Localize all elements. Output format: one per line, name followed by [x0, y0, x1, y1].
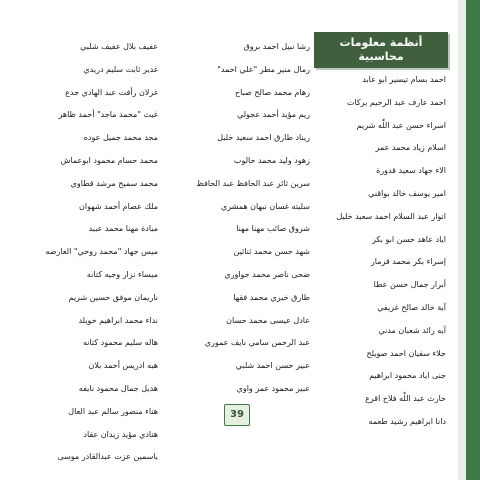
name-list-item: احمد بسام تيسير ابو عابد: [362, 75, 446, 84]
name-list-item: رشا نبيل احمد بروق: [243, 42, 310, 51]
name-list-item: جلاء سفيان احمد صويلح: [366, 348, 446, 358]
name-list-item: ملك عصام أحمد شهوان: [78, 201, 158, 211]
name-list-item: حارث عبد اللّٰه فلاح اقرع: [365, 394, 446, 404]
name-list-item: ناريمان موفق حسين شريم: [68, 292, 158, 302]
name-list-item: عبير محمود عمر واوي: [236, 383, 310, 393]
name-list-item: جنى اياد محمود ابراهيم: [369, 371, 446, 381]
name-list-item: اسلام زياد محمد عمر: [375, 143, 446, 153]
name-list-item: دانا ابراهيم رشيد طعمه: [368, 416, 446, 426]
name-list-item: هاله سليم محمود كتانه: [82, 338, 158, 348]
name-list-item: ميساء نزار وجيه كتانه: [86, 269, 158, 279]
name-list-item: عادل عيسى محمد حسان: [226, 315, 310, 325]
name-list-item: أبرار جمال حسن عطا: [373, 280, 446, 290]
name-list-item: ريناد طارق احمد سعيد خليل: [217, 133, 310, 143]
name-list-item: غدير ثابت سليم دريدي: [83, 64, 158, 74]
name-list-item: آية خالد صالح غريفي: [377, 302, 446, 312]
name-list-item: الاء جهاد سعيد قدورة: [376, 166, 446, 176]
name-list-item: اسراء حسن عبد اللّٰه شريم: [356, 120, 446, 130]
section-title: أنظمة معلومات محاسبية: [339, 36, 423, 63]
section-header: [314, 32, 448, 68]
name-list-item: انوار عبد السلام احمد سعيد خليل: [336, 211, 446, 221]
name-list-item: اياد عاهد حسن ابو بكر: [371, 234, 446, 244]
name-list-item: عبد الرحمن سامي نايف عموري: [204, 338, 310, 348]
name-list-item: سرين ثائر عبد الحافظ عبد الحافظ: [196, 178, 310, 188]
names-column-right: [316, 69, 446, 434]
name-list-item: ميادة مهنا محمد عبيد: [88, 224, 158, 234]
page-edge-band: [466, 0, 480, 480]
name-list-item: هبه ادريس أحمد بلان: [88, 361, 158, 371]
name-list-item: محمد حسام محمود ابوعماش: [60, 155, 158, 165]
name-list-item: آيه رائد شعبان مدني: [378, 325, 446, 335]
page-edge-strip: [458, 0, 466, 480]
name-list-item: زهود وليد محمد حالوب: [233, 155, 310, 165]
name-list-item: هناء منصور سالم عبد العال: [68, 406, 158, 416]
names-column-middle: [180, 36, 310, 401]
name-list-item: رهام محمد صالح صباح: [234, 87, 310, 97]
name-list-item: ضحى ناصر محمد جواوري: [224, 269, 310, 279]
name-list-item: احمد عارف عبد الرحيم بركات: [346, 97, 446, 107]
name-list-item: غزلان رأفت عبد الهادي جدع: [65, 87, 158, 97]
name-list-item: سليته غسان نبهان همشري: [220, 201, 310, 211]
name-list-item: غيث "محمد ماجد" أحمد ظاهر: [58, 110, 158, 120]
name-list-item: عبير حسن احمد شلبي: [235, 361, 310, 371]
name-list-item: شهد حسن محمد ثنائين: [233, 247, 310, 257]
name-list-item: رمال منير مطر "علي احمد": [217, 64, 310, 74]
name-list-item: ريم مؤيد أحمد عجولي: [236, 110, 310, 120]
page-number: 39: [224, 404, 250, 426]
names-column-left: [28, 36, 158, 469]
name-list-item: شروق صائب مهنا مهنا: [236, 224, 310, 234]
name-list-item: امير يوسف خالد بواقني: [368, 188, 446, 198]
name-list-item: ياسمين عزت عبدالقادر موسى: [57, 452, 158, 462]
name-list-item: طارق خيري محمد فقها: [233, 292, 310, 302]
name-list-item: ميس جهاد "محمد روحي" العارضه: [45, 247, 158, 257]
name-list-item: عفيف بلال عفيف شلبي: [80, 42, 158, 51]
name-list-item: هنادي مؤيد زيدان عقاد: [83, 429, 158, 439]
name-list-item: محمد سميح مرشد قطاوي: [70, 178, 158, 188]
name-list-item: مجد محمد جميل عوده: [83, 133, 158, 143]
name-list-item: نداء محمد ابراهيم خويلد: [78, 315, 158, 325]
name-list-item: هديل جمال محمود نايفه: [78, 383, 158, 393]
name-list-item: إسراء بكر محمد قزمار: [370, 257, 446, 267]
